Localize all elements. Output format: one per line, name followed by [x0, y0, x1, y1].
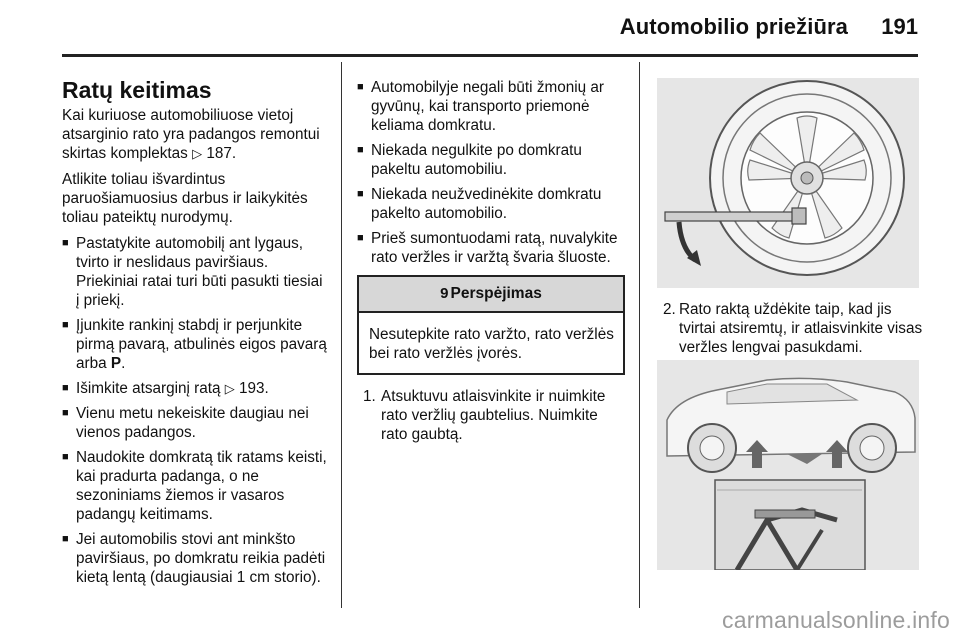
bullet-icon: ■: [62, 237, 69, 249]
jack-position-illustration: [657, 360, 919, 570]
column-divider-1: [341, 62, 342, 608]
list-item-text: Vienu metu nekeiskite daugiau nei vienos padangos.: [76, 405, 309, 441]
list-item-text: Pastatykite automobilį ant lygaus, tvirto ir neslidaus paviršiaus. Priekiniai ratai turi būti pasukti tiesiai į priekį.: [76, 235, 323, 309]
page-ref-link[interactable]: 193.: [239, 380, 269, 397]
bullet-icon: ■: [357, 81, 364, 93]
step-number: 1.: [363, 388, 376, 405]
list-item-text: Išimkite atsarginį ratą: [76, 380, 221, 397]
bullet-icon: ■: [357, 188, 364, 200]
warning-header: [359, 277, 623, 313]
bullet-icon: ■: [357, 232, 364, 244]
list-item-text: Niekada negulkite po domkratu pakeltu automobiliu.: [371, 142, 582, 178]
list-item: [62, 448, 330, 524]
column-1: [62, 76, 330, 593]
list-item: [62, 404, 330, 442]
safety-list: [357, 78, 625, 267]
list-item: [62, 379, 330, 398]
step-text: Atsuktuvu atlaisvinkite ir nuimkite rato veržlių gaubtelius. Nuimkite rato gaubtą.: [381, 388, 606, 443]
list-item-text: Automobilyje negali būti žmonių ar gyvūnų, kai transporto priemonė keliama domkratu.: [371, 79, 604, 134]
list-item: [357, 229, 625, 267]
bullet-icon: ■: [62, 407, 69, 419]
bullet-icon: ■: [62, 319, 69, 331]
list-item: ■ Įjunkite rankinį stabdį ir perjunkite pirmą pavarą, atbulinės eigos pavarą arba P.: [62, 317, 327, 372]
step-text: Rato raktą uždėkite taip, kad jis tvirtai atsiremtų, ir atlaisvinkite visas veržles lengvai pasukdami.: [679, 301, 923, 356]
gear-p-label: P: [110, 355, 122, 372]
instructions-paragraph: Atlikite toliau išvardintus paruošiamuosius darbus ir laikykitės toliau pateiktų nurodymų.: [62, 171, 308, 226]
bullet-icon: ■: [62, 533, 69, 545]
list-item: [357, 78, 625, 135]
page-ref-icon: ▷: [224, 381, 235, 396]
car-jack-svg: [657, 360, 919, 570]
column-divider-2: [639, 62, 640, 608]
list-item-text: Naudokite domkratą tik ratams keisti, kai pradurta padanga, o ne sezoniniams žiemos ir vasaros padangų keitimams.: [76, 449, 327, 523]
warning-title: Perspėjimas: [450, 285, 542, 302]
intro-text: Kai kuriuose automobiliuose vietoj atsarginio rato yra padangos remontui skirtas komplektas: [62, 107, 320, 162]
list-item-text: Prieš sumontuodami ratą, nuvalykite rato veržles ir varžtą švaria šluoste.: [371, 230, 618, 266]
intro-paragraph: [62, 106, 330, 163]
step-number: 2.: [663, 301, 676, 318]
list-item: [357, 185, 625, 223]
warning-box: [357, 275, 625, 375]
page-ref-icon: ▷: [192, 146, 203, 161]
section-title: Ratų keitimas: [62, 77, 212, 103]
list-item-text: Jei automobilis stovi ant minkšto paviršiaus, po domkratu reikia padėti kietą lentą (daugiausiai 1 cm storio).: [76, 531, 326, 586]
page-ref-link[interactable]: 187.: [206, 145, 237, 162]
list-item: [357, 141, 625, 179]
list-item-text: Įjunkite rankinį stabdį ir perjunkite pirmą pavarą, atbulinės eigos pavarą arba: [76, 317, 327, 372]
column-2: [357, 78, 625, 444]
list-item-text: Niekada neužvedinėkite domkratu pakelto automobilio.: [371, 186, 602, 222]
step-2: [657, 300, 927, 357]
steps-list: [357, 387, 625, 444]
header-rule: [62, 54, 918, 57]
wheel-illustration-svg: [657, 78, 919, 288]
bullet-icon: ■: [357, 144, 364, 156]
warning-icon: 9: [440, 285, 449, 302]
bullet-icon: ■: [62, 382, 69, 394]
preparation-list: [62, 234, 330, 587]
bullet-icon: ■: [62, 451, 69, 463]
list-item: [62, 234, 330, 310]
step-item: [357, 387, 625, 444]
page-header-title: Automobilio priežiūra: [619, 14, 848, 39]
list-item: [62, 530, 330, 587]
wheel-cover-removal-illustration: [657, 78, 919, 288]
warning-body: Nesutepkite rato varžto, rato veržlės bei rato veržlės įvorės.: [369, 326, 614, 362]
page-number: 191: [881, 14, 918, 39]
watermark-text: carmanualsonline.info: [722, 607, 950, 633]
